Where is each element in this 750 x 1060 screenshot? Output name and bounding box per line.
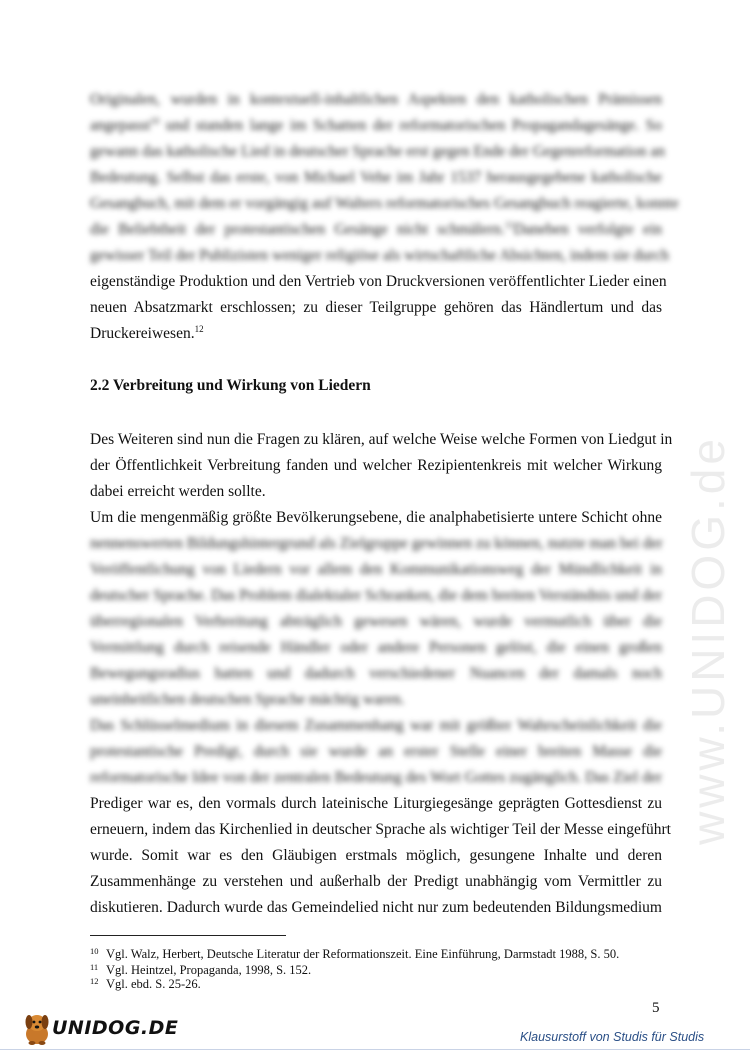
watermark: www.UNIDOG.de (682, 435, 734, 845)
dog-icon (20, 1010, 54, 1048)
body-line: gewisser Teil der Publizisten weniger religiöse als wirtschaftliche Absichten, indem sie durch (90, 247, 669, 264)
body-line: wurde. Somit war es den Gläubigen erstmals möglich, gesungene Inhalte und deren (90, 847, 662, 864)
body-line: eigenständige Produktion und den Vertrieb von Druckversionen veröffentlichter Lieder einen (90, 273, 667, 290)
body-line: Prediger war es, den vormals durch lateinische Liturgiegesänge geprägten Gottesdienst zu (90, 795, 662, 812)
body-line: deutscher Sprache. Das Problem dialektaler Schranken, die dem breiten Verständnis und der (90, 587, 662, 604)
footnote-ref: 12 (194, 324, 204, 334)
footnote-text: Vgl. Walz, Herbert, Deutsche Literatur der Reformationszeit. Eine Einführung, Darmstadt 1988, S. 50. (106, 947, 620, 961)
body-line (90, 116, 662, 136)
body-line: Vermittlung durch reisende Händler oder andere Personen gelöst, die einen großen (90, 639, 662, 656)
body-line (90, 220, 662, 240)
footnote-ref: 10 (150, 116, 160, 126)
body-line-text: Druckereiwesen. (90, 325, 195, 342)
footnote-divider (90, 935, 286, 936)
body-line-start: angepasst (90, 117, 151, 134)
body-line: protestantische Predigt, durch sie wurde an erster Stelle einer breiten Masse die (90, 743, 662, 760)
body-line: Bedeutung. Selbst das erste, von Michael Vehe im Jahr 1537 herausgegebene katholische (90, 169, 662, 186)
body-line: Bewegungsradius hatten und dadurch verschiedener Nuancen der damals noch (90, 665, 662, 682)
body-line (90, 324, 662, 344)
body-line: Des Weiteren sind nun die Fragen zu klären, auf welche Weise welche Formen von Liedgut in (90, 431, 673, 448)
body-line-rest: und standen lange im Schatten der reformatorischen Propagandagesänge. So (165, 117, 662, 134)
section-heading: 2.2 Verbreitung und Wirkung von Liedern (90, 377, 371, 394)
body-line: Veröffentlichung von Liedern vor allem den Kommunikationsweg der Mündlichkeit in (90, 561, 662, 578)
footer-divider (0, 1049, 750, 1050)
footnote-number: 11 (90, 962, 99, 972)
body-line: überregionalen Verbreitung abträglich gewesen wären, wurde vermutlich über die (90, 613, 662, 630)
body-line: Um die mengenmäßig größte Bevölkerungsebene, die analphabetisierte untere Schicht ohne (90, 509, 662, 526)
body-line: erneuern, indem das Kirchenlied in deutscher Sprache als wichtiger Teil der Messe eingeführt (90, 821, 671, 838)
logo-wordmark: UNIDOG.DE (52, 1017, 179, 1039)
footnote-text: Vgl. ebd. S. 25-26. (106, 977, 201, 991)
footnote-number: 10 (90, 946, 99, 956)
body-line: gewann das katholische Lied in deutscher Sprache erst gegen Ende der Gegenreformation an (90, 143, 665, 160)
body-line: nennenswerten Bildungshintergrund als Zielgruppe gewinnen zu können, nutzte man bei der (90, 535, 663, 552)
body-line: Zusammenhänge zu verstehen und außerhalb der Predigt unabhängig vom Vermittler zu (90, 873, 662, 890)
body-line: reformatorische Idee von der zentralen Bedeutung des Wort Gottes zugänglich. Das Ziel der (90, 769, 662, 786)
footnote-text: Vgl. Heintzel, Propaganda, 1998, S. 152. (106, 963, 312, 977)
body-line: Gesangbuch, mit dem er vorgängig auf Walters reformatorisches Gesangbuch reagierte, konnte (90, 195, 679, 212)
body-line: uneinheitlichen deutschen Sprache mächtig waren. (90, 691, 405, 708)
unidog-logo[interactable] (20, 1008, 179, 1050)
body-line: neuen Absatzmarkt erschlossen; zu dieser Teilgruppe gehören das Händlertum und das (90, 299, 662, 316)
footnote (90, 974, 201, 991)
body-line-rest: Daneben verfolgte ein (513, 221, 663, 238)
footnote (90, 944, 619, 961)
body-line: Originalen, wurden in kontextuell-inhaltlichen Aspekten den katholischen Prämissen (90, 91, 662, 108)
body-line: dabei erreicht werden sollte. (90, 483, 266, 500)
body-line: Das Schlüsselmedium in diesem Zusammenhang war mit größter Wahrscheinlichkeit die (90, 717, 662, 734)
footnote-ref: 11 (504, 220, 514, 230)
page-number: 5 (652, 1000, 660, 1016)
body-line: diskutieren. Dadurch wurde das Gemeindelied nicht nur zum bedeutenden Bildungsmedium (90, 899, 662, 916)
tagline: Klausurstoff von Studis für Studis (520, 1030, 705, 1044)
body-line-start: die Beliebtheit der protestantischen Gesänge nicht schmälern. (90, 221, 505, 238)
body-line: der Öffentlichkeit Verbreitung fanden und welcher Rezipientenkreis mit welcher Wirkung (90, 457, 662, 474)
footnote-number: 12 (90, 976, 99, 986)
